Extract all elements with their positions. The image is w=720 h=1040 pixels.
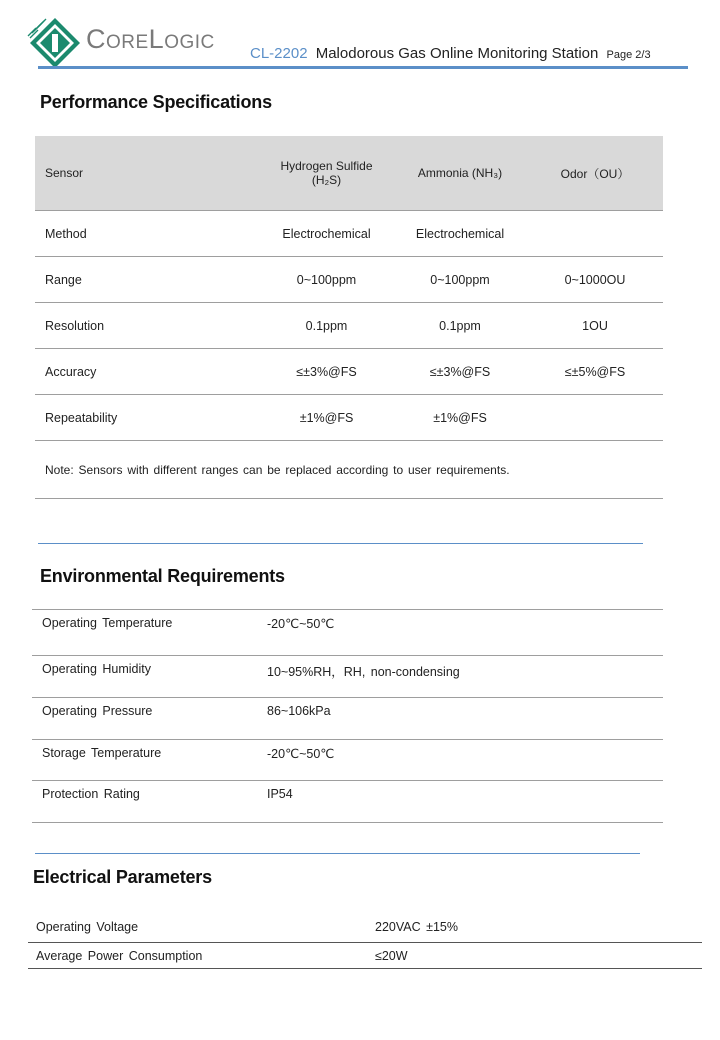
table-row <box>35 395 663 441</box>
row-label: Range <box>45 272 82 287</box>
performance-table <box>35 136 663 499</box>
header-h2s-name: Hydrogen Sulfide <box>280 159 373 173</box>
row-label: Method <box>45 226 87 241</box>
table-row <box>32 610 663 656</box>
nh3-value: 0.1ppm <box>439 318 481 333</box>
row-value: ≤20W <box>375 948 408 963</box>
electrical-table <box>28 911 702 969</box>
odor-value: 0~1000OU <box>564 272 626 287</box>
header-odor: Odor（OU） <box>560 166 630 181</box>
environmental-table <box>32 609 663 823</box>
nh3-value: Electrochemical <box>415 226 505 241</box>
row-label: Resolution <box>45 318 105 333</box>
page-number: Page 2/3 <box>606 49 651 61</box>
row-value: IP54 <box>267 787 293 801</box>
table-row <box>35 211 663 257</box>
h2s-value: 0~100ppm <box>296 272 357 287</box>
table-row <box>28 943 702 969</box>
header-sensor: Sensor <box>45 166 84 180</box>
header-h2s-formula: (H₂S) <box>311 173 342 187</box>
row-label: Operating Humidity <box>42 662 151 676</box>
section-divider <box>38 543 643 544</box>
row-label: Storage Temperature <box>42 746 162 760</box>
row-label: Protection Rating <box>42 787 140 801</box>
h2s-value: ≤±3%@FS <box>296 364 357 379</box>
h2s-value: 0.1ppm <box>305 318 348 333</box>
h2s-value: Electrochemical <box>282 226 371 241</box>
row-value: 86~106kPa <box>267 704 331 718</box>
nh3-value: ±1%@FS <box>433 410 487 425</box>
table-row <box>32 698 663 740</box>
header-h2s <box>260 159 393 187</box>
table-row <box>32 781 663 823</box>
table-row <box>28 911 702 943</box>
row-label: Operating Pressure <box>42 704 153 718</box>
environmental-section-title: Environmental Requirements <box>40 566 285 586</box>
header-rule <box>38 66 688 69</box>
header-ammonia: Ammonia (NH₃) <box>417 166 503 180</box>
brand-name: CoreLogic <box>86 24 215 54</box>
table-row <box>35 349 663 395</box>
row-label: Repeatability <box>45 410 118 425</box>
row-label: Accuracy <box>45 364 97 379</box>
document-title-line <box>250 45 651 64</box>
corelogic-logo-icon <box>26 14 84 70</box>
row-value: -20℃~50℃ <box>267 747 335 761</box>
nh3-value: 0~100ppm <box>430 272 490 287</box>
row-value: 10~95%RH，RH, non-condensing <box>267 665 460 679</box>
nh3-value: ≤±3%@FS <box>429 364 491 379</box>
row-value: -20℃~50℃ <box>267 617 335 631</box>
performance-table-header <box>35 136 663 211</box>
performance-section-title: Performance Specifications <box>40 92 272 112</box>
table-row <box>35 303 663 349</box>
odor-value: 1OU <box>582 318 608 333</box>
row-value: 220VAC ±15% <box>375 919 458 934</box>
odor-value: ≤±5%@FS <box>564 364 626 379</box>
table-row <box>32 656 663 698</box>
electrical-section-title: Electrical Parameters <box>33 867 212 887</box>
h2s-value: ±1%@FS <box>299 410 354 425</box>
row-label: Operating Temperature <box>42 616 173 630</box>
document-title: Malodorous Gas Online Monitoring Station <box>315 45 599 62</box>
section-divider <box>35 853 640 854</box>
row-label: Operating Voltage <box>36 919 139 934</box>
row-label: Average Power Consumption <box>36 948 203 963</box>
table-row <box>35 257 663 303</box>
performance-note: Note: Sensors with different ranges can be replaced according to user requirements. <box>35 441 663 499</box>
document-code: CL-2202 <box>250 45 308 62</box>
table-row <box>32 740 663 781</box>
